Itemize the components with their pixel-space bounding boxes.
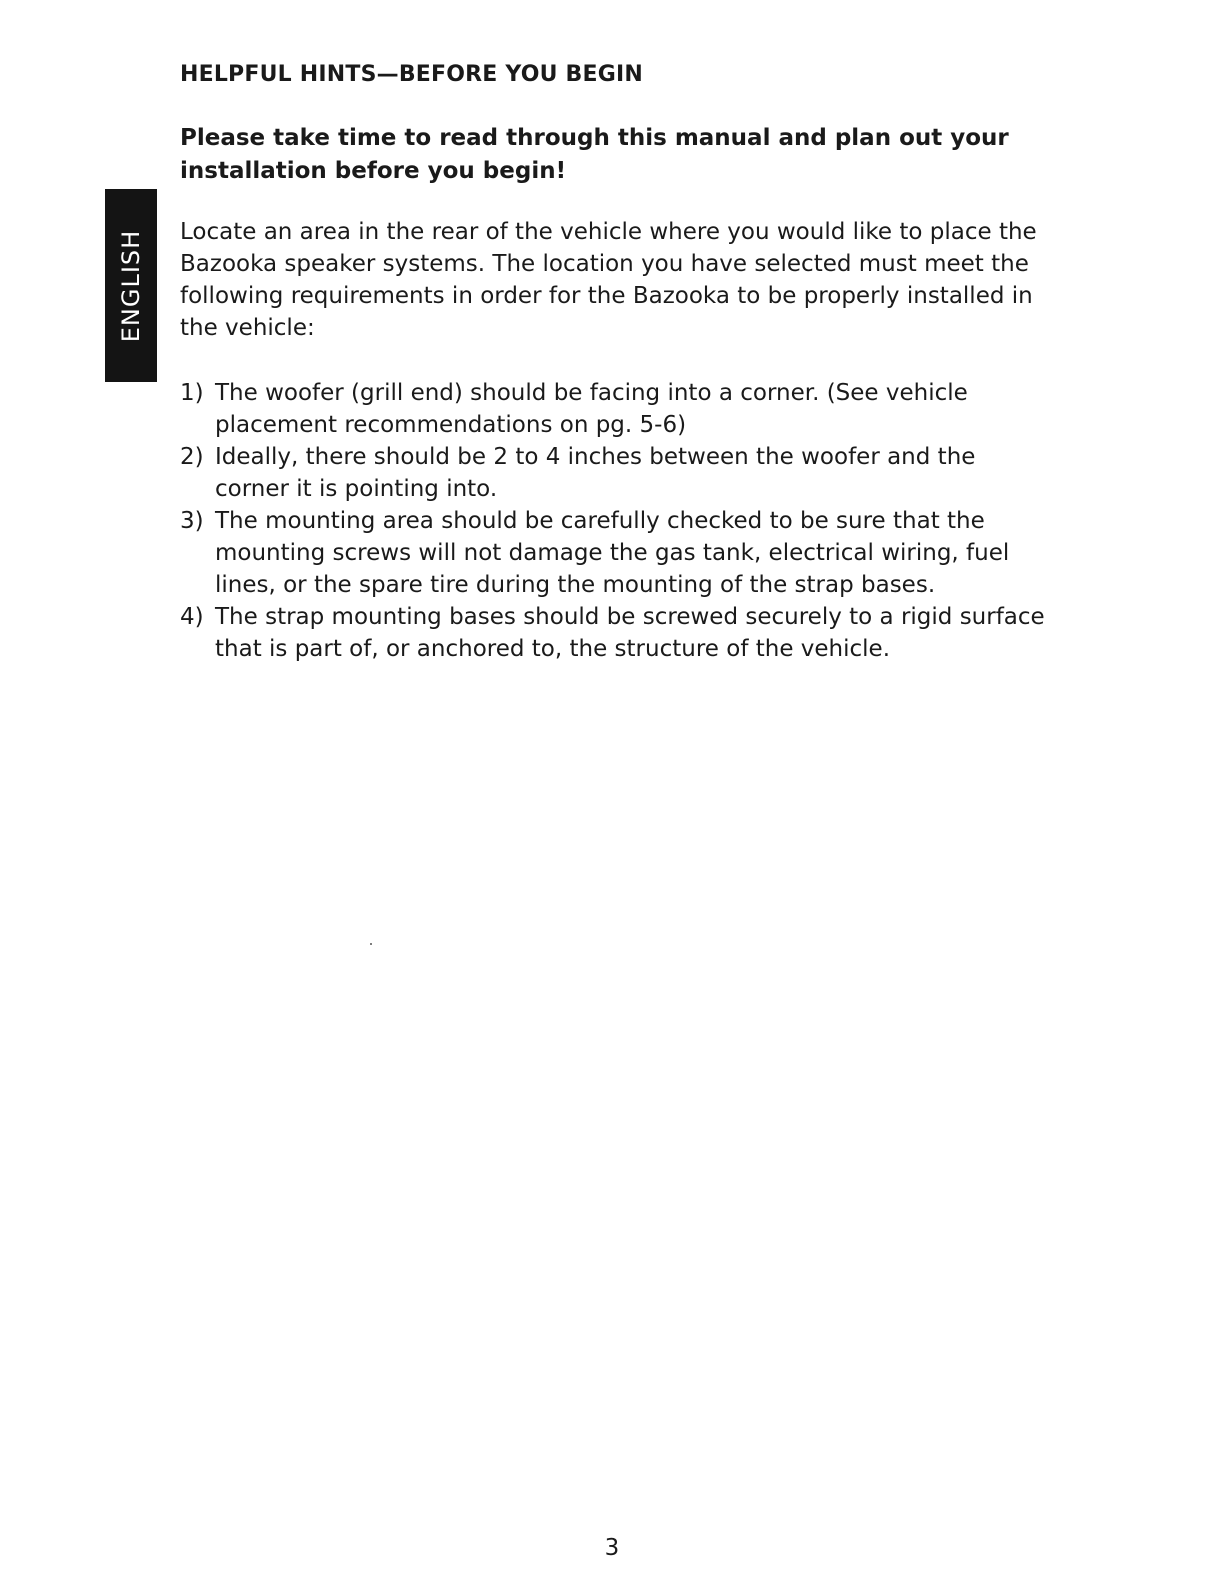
list-item-text: The strap mounting bases should be screwed securely to a rigid surface that is part of, or anchored to, the structure of the vehicle. xyxy=(215,604,1045,662)
list-item-number: 2) xyxy=(180,444,204,470)
list-item-number: 1) xyxy=(180,380,204,406)
list-item-text: The mounting area should be carefully checked to be sure that the mounting screws will not damage the gas tank, electrical wiring, fuel lines, or the spare tire during the mounting of the strap bases. xyxy=(215,508,1010,598)
list-item xyxy=(180,505,1050,601)
requirements-list xyxy=(180,377,1050,665)
language-tab xyxy=(105,189,157,382)
list-item xyxy=(180,441,1050,505)
list-item-text: Ideally, there should be 2 to 4 inches between the woofer and the corner it is pointing into. xyxy=(215,444,976,502)
list-item-number: 3) xyxy=(180,508,204,534)
body-paragraph: Locate an area in the rear of the vehicle where you would like to place the Bazooka speaker systems. The location you have selected must meet the following requirements in order for the Bazooka to be properly installed in the vehicle: xyxy=(180,219,1037,341)
language-tab-label: ENGLISH xyxy=(117,229,145,342)
list-item xyxy=(180,601,1050,665)
scan-speck xyxy=(370,943,372,945)
list-item-number: 4) xyxy=(180,604,204,630)
list-item-text: The woofer (grill end) should be facing into a corner. (See vehicle placement recommendations on pg. 5-6) xyxy=(215,380,968,438)
list-item xyxy=(180,377,1050,441)
section-heading: HELPFUL HINTS—BEFORE YOU BEGIN xyxy=(180,62,643,87)
intro-notice: Please take time to read through this manual and plan out your installation before you begin! xyxy=(180,125,1009,184)
page-number: 3 xyxy=(604,1535,620,1561)
